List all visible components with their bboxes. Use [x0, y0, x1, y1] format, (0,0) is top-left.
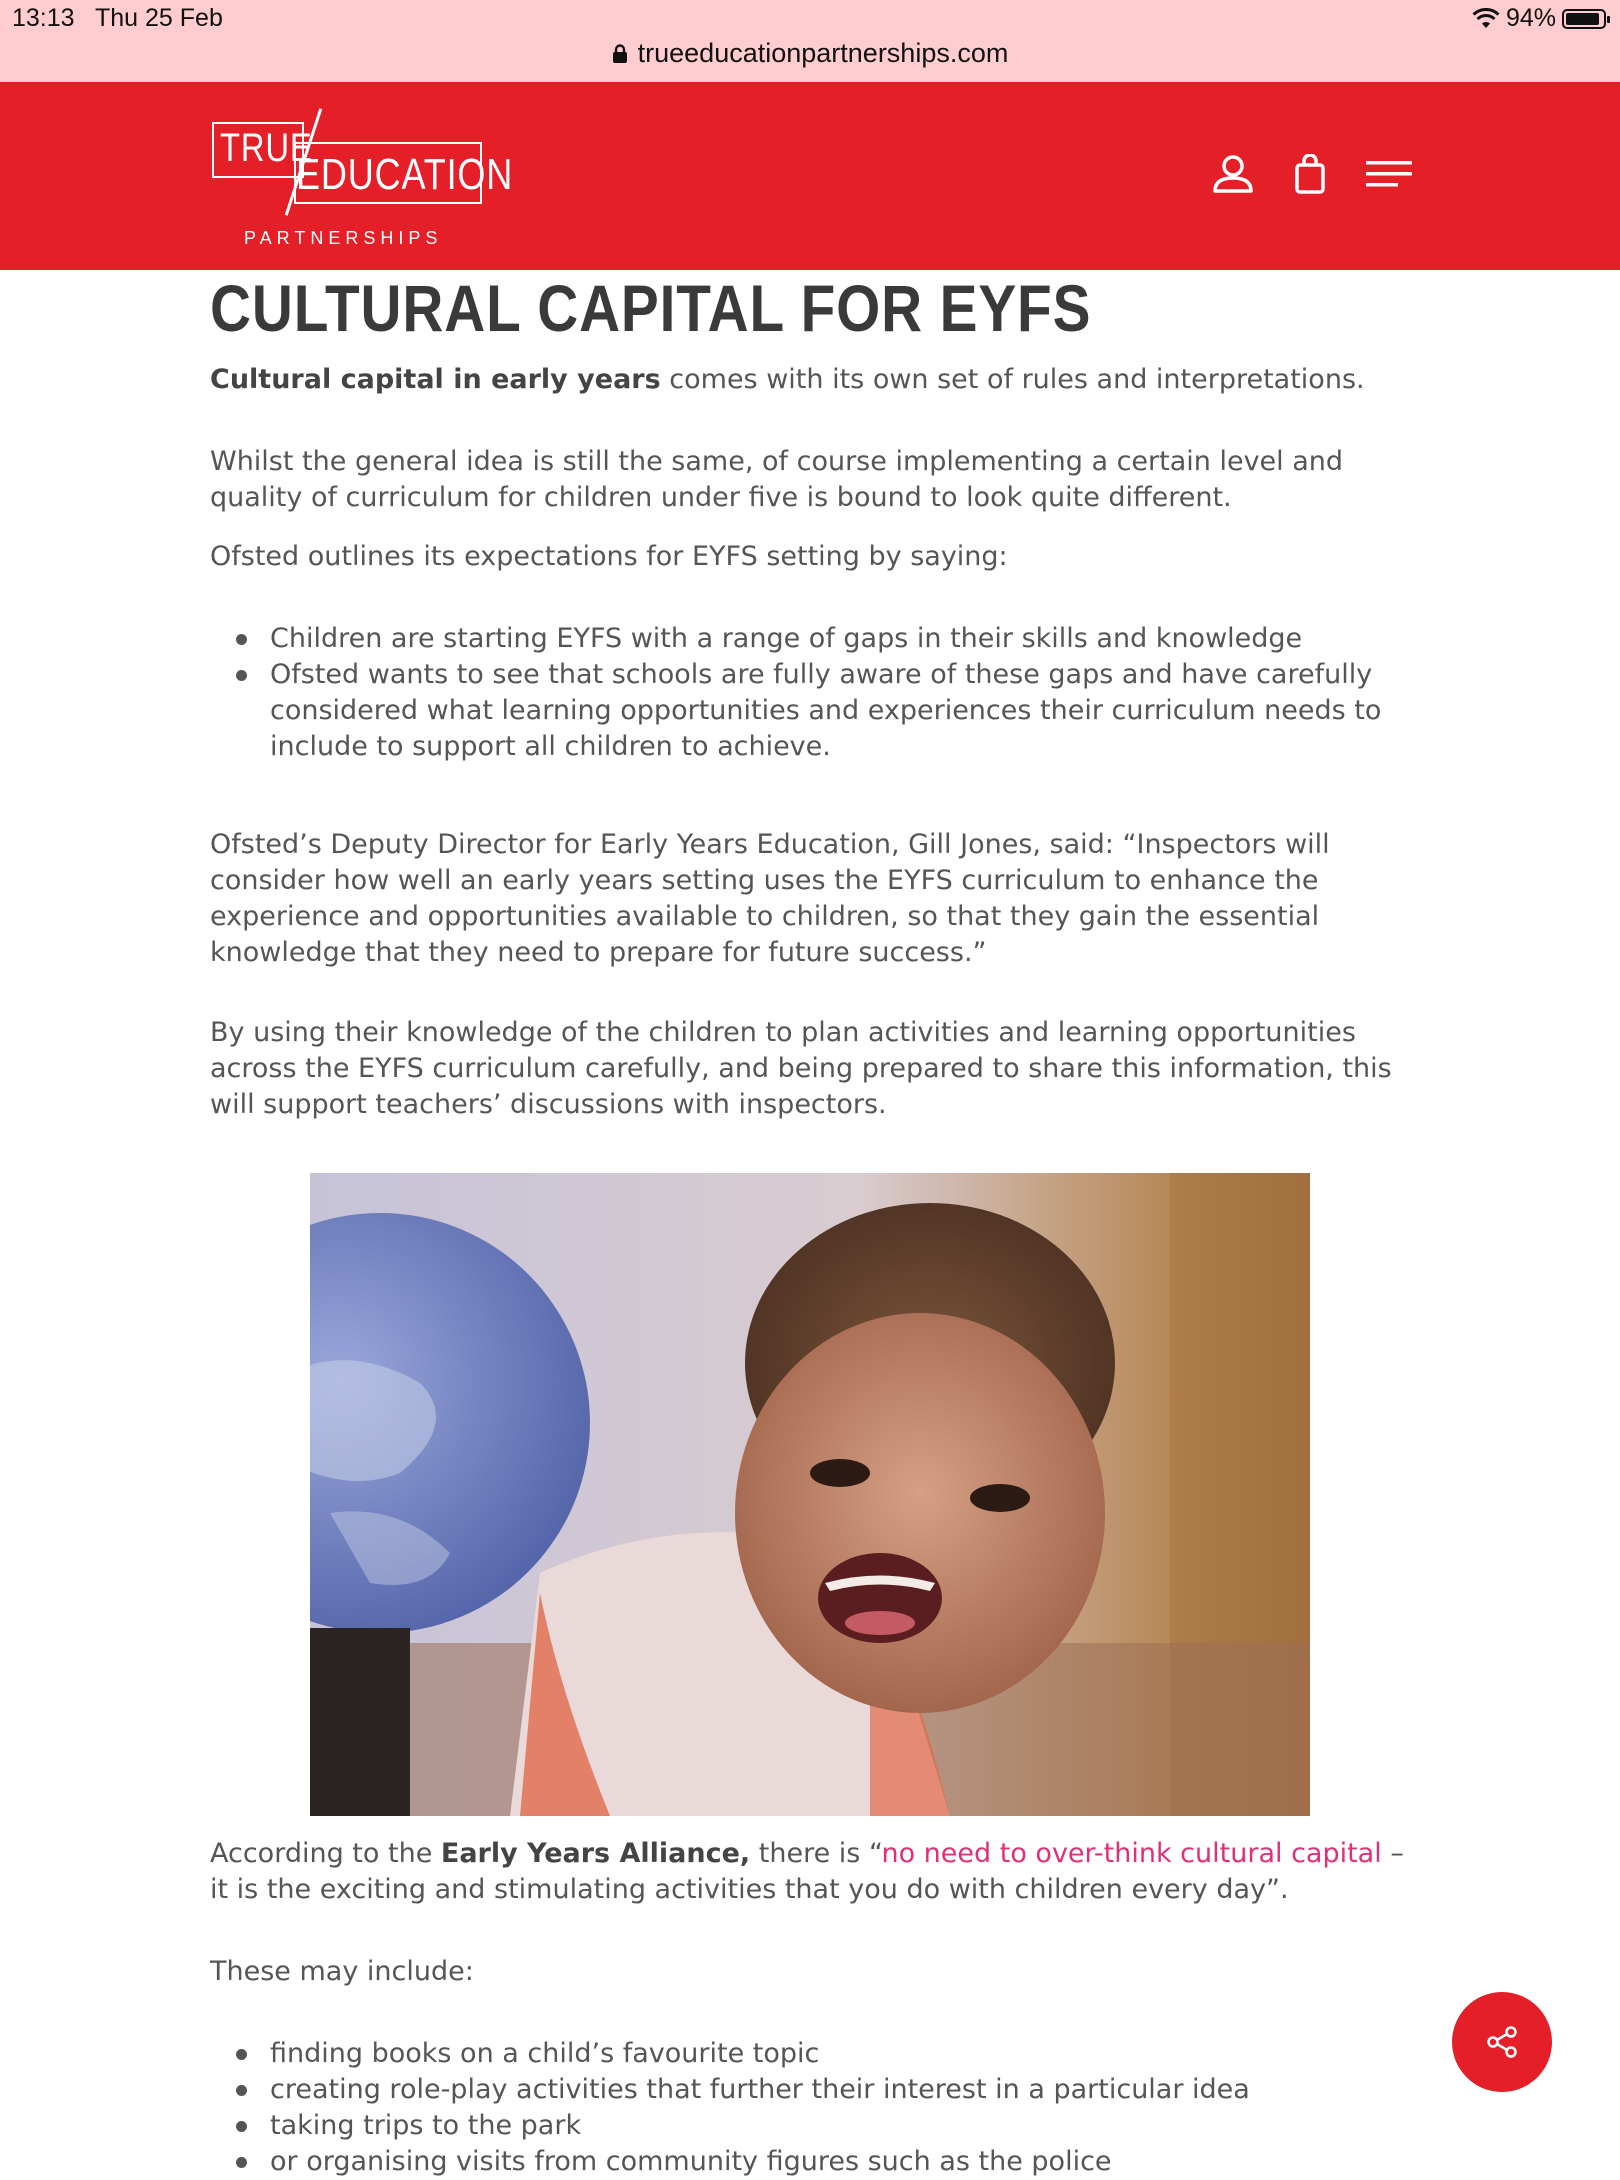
- child-with-globe-photo: [310, 1173, 1310, 1816]
- browser-status-bar: [0, 0, 1620, 82]
- intro-bold: Cultural capital in early years: [210, 364, 661, 395]
- clock: 13:13: [12, 4, 75, 32]
- list-item: taking trips to the park: [270, 2108, 1410, 2144]
- alliance-text-1: According to the: [210, 1838, 441, 1869]
- alliance-text-2: there is “: [750, 1838, 882, 1869]
- shopping-bag-icon[interactable]: [1294, 154, 1326, 194]
- list-item: creating role-play activities that further their interest in a particular idea: [270, 2072, 1410, 2108]
- alliance-paragraph: [210, 1836, 1410, 1908]
- account-icon[interactable]: [1212, 154, 1254, 194]
- logo-word-education: EDUCATION: [296, 150, 514, 199]
- list-item: Children are starting EYFS with a range of gaps in their skills and knowledge: [270, 621, 1410, 657]
- date: Thu 25 Feb: [95, 4, 223, 32]
- intro-paragraph: [210, 362, 1410, 398]
- paragraph-3: By using their knowledge of the children to plan activities and learning opportunities across the EYFS curriculum carefully, and being prepared to share this information, this will support teachers’ discussions with inspectors.: [210, 1017, 1392, 1120]
- logo-word-true: TRUE: [220, 126, 313, 170]
- expectations-list: [210, 621, 1410, 765]
- wifi-icon: [1472, 8, 1500, 30]
- share-button[interactable]: [1452, 1992, 1552, 2092]
- quote-paragraph: Ofsted’s Deputy Director for Early Years Education, Gill Jones, said: “Inspectors will consider how well an early years setting uses the EYFS curriculum to enhance the experience and opportunities available to children, so that they gain the essential knowledge that they need to prepare for future success.”: [210, 829, 1330, 968]
- status-indicators: [1472, 4, 1606, 33]
- activities-list: [210, 2036, 1410, 2180]
- page-title: CULTURAL CAPITAL FOR EYFS: [210, 271, 1092, 345]
- paragraph-4: These may include:: [210, 1956, 474, 1987]
- site-header: [0, 82, 1620, 270]
- paragraph-1: Whilst the general idea is still the same, of course implementing a certain level and quality of curriculum for children under five is bound to look quite different.: [210, 446, 1344, 513]
- lock-icon: [612, 44, 628, 64]
- logo-word-partnerships: PARTNERSHIPS: [244, 228, 443, 248]
- share-icon: [1485, 2025, 1519, 2059]
- photo-illustration: [310, 1173, 1310, 1816]
- battery-percent: 94%: [1505, 4, 1556, 32]
- alliance-name: Early Years Alliance,: [440, 1838, 751, 1869]
- battery-icon: [1562, 9, 1606, 29]
- paragraph-2: Ofsted outlines its expectations for EYFS setting by saying:: [210, 541, 1008, 572]
- intro-text: comes with its own set of rules and interpretations.: [660, 364, 1365, 395]
- list-item: finding books on a child’s favourite topic: [270, 2036, 1410, 2072]
- alliance-link[interactable]: no need to over-think cultural capital: [881, 1838, 1382, 1869]
- list-item: or organising visits from community figures such as the police: [270, 2144, 1410, 2180]
- address-bar[interactable]: [0, 38, 1620, 69]
- header-actions: [1212, 154, 1412, 194]
- site-logo[interactable]: [210, 106, 514, 256]
- alliance-text-3: – it is the exciting and stimulating activities that you do with children every day”.: [210, 1838, 1404, 1905]
- menu-icon[interactable]: [1366, 158, 1412, 190]
- url-text: trueeducationpartnerships.com: [637, 38, 1009, 68]
- list-item: Ofsted wants to see that schools are fully aware of these gaps and have carefully considered what learning opportunities and experiences their curriculum needs to include to support all children to achieve.: [270, 657, 1410, 765]
